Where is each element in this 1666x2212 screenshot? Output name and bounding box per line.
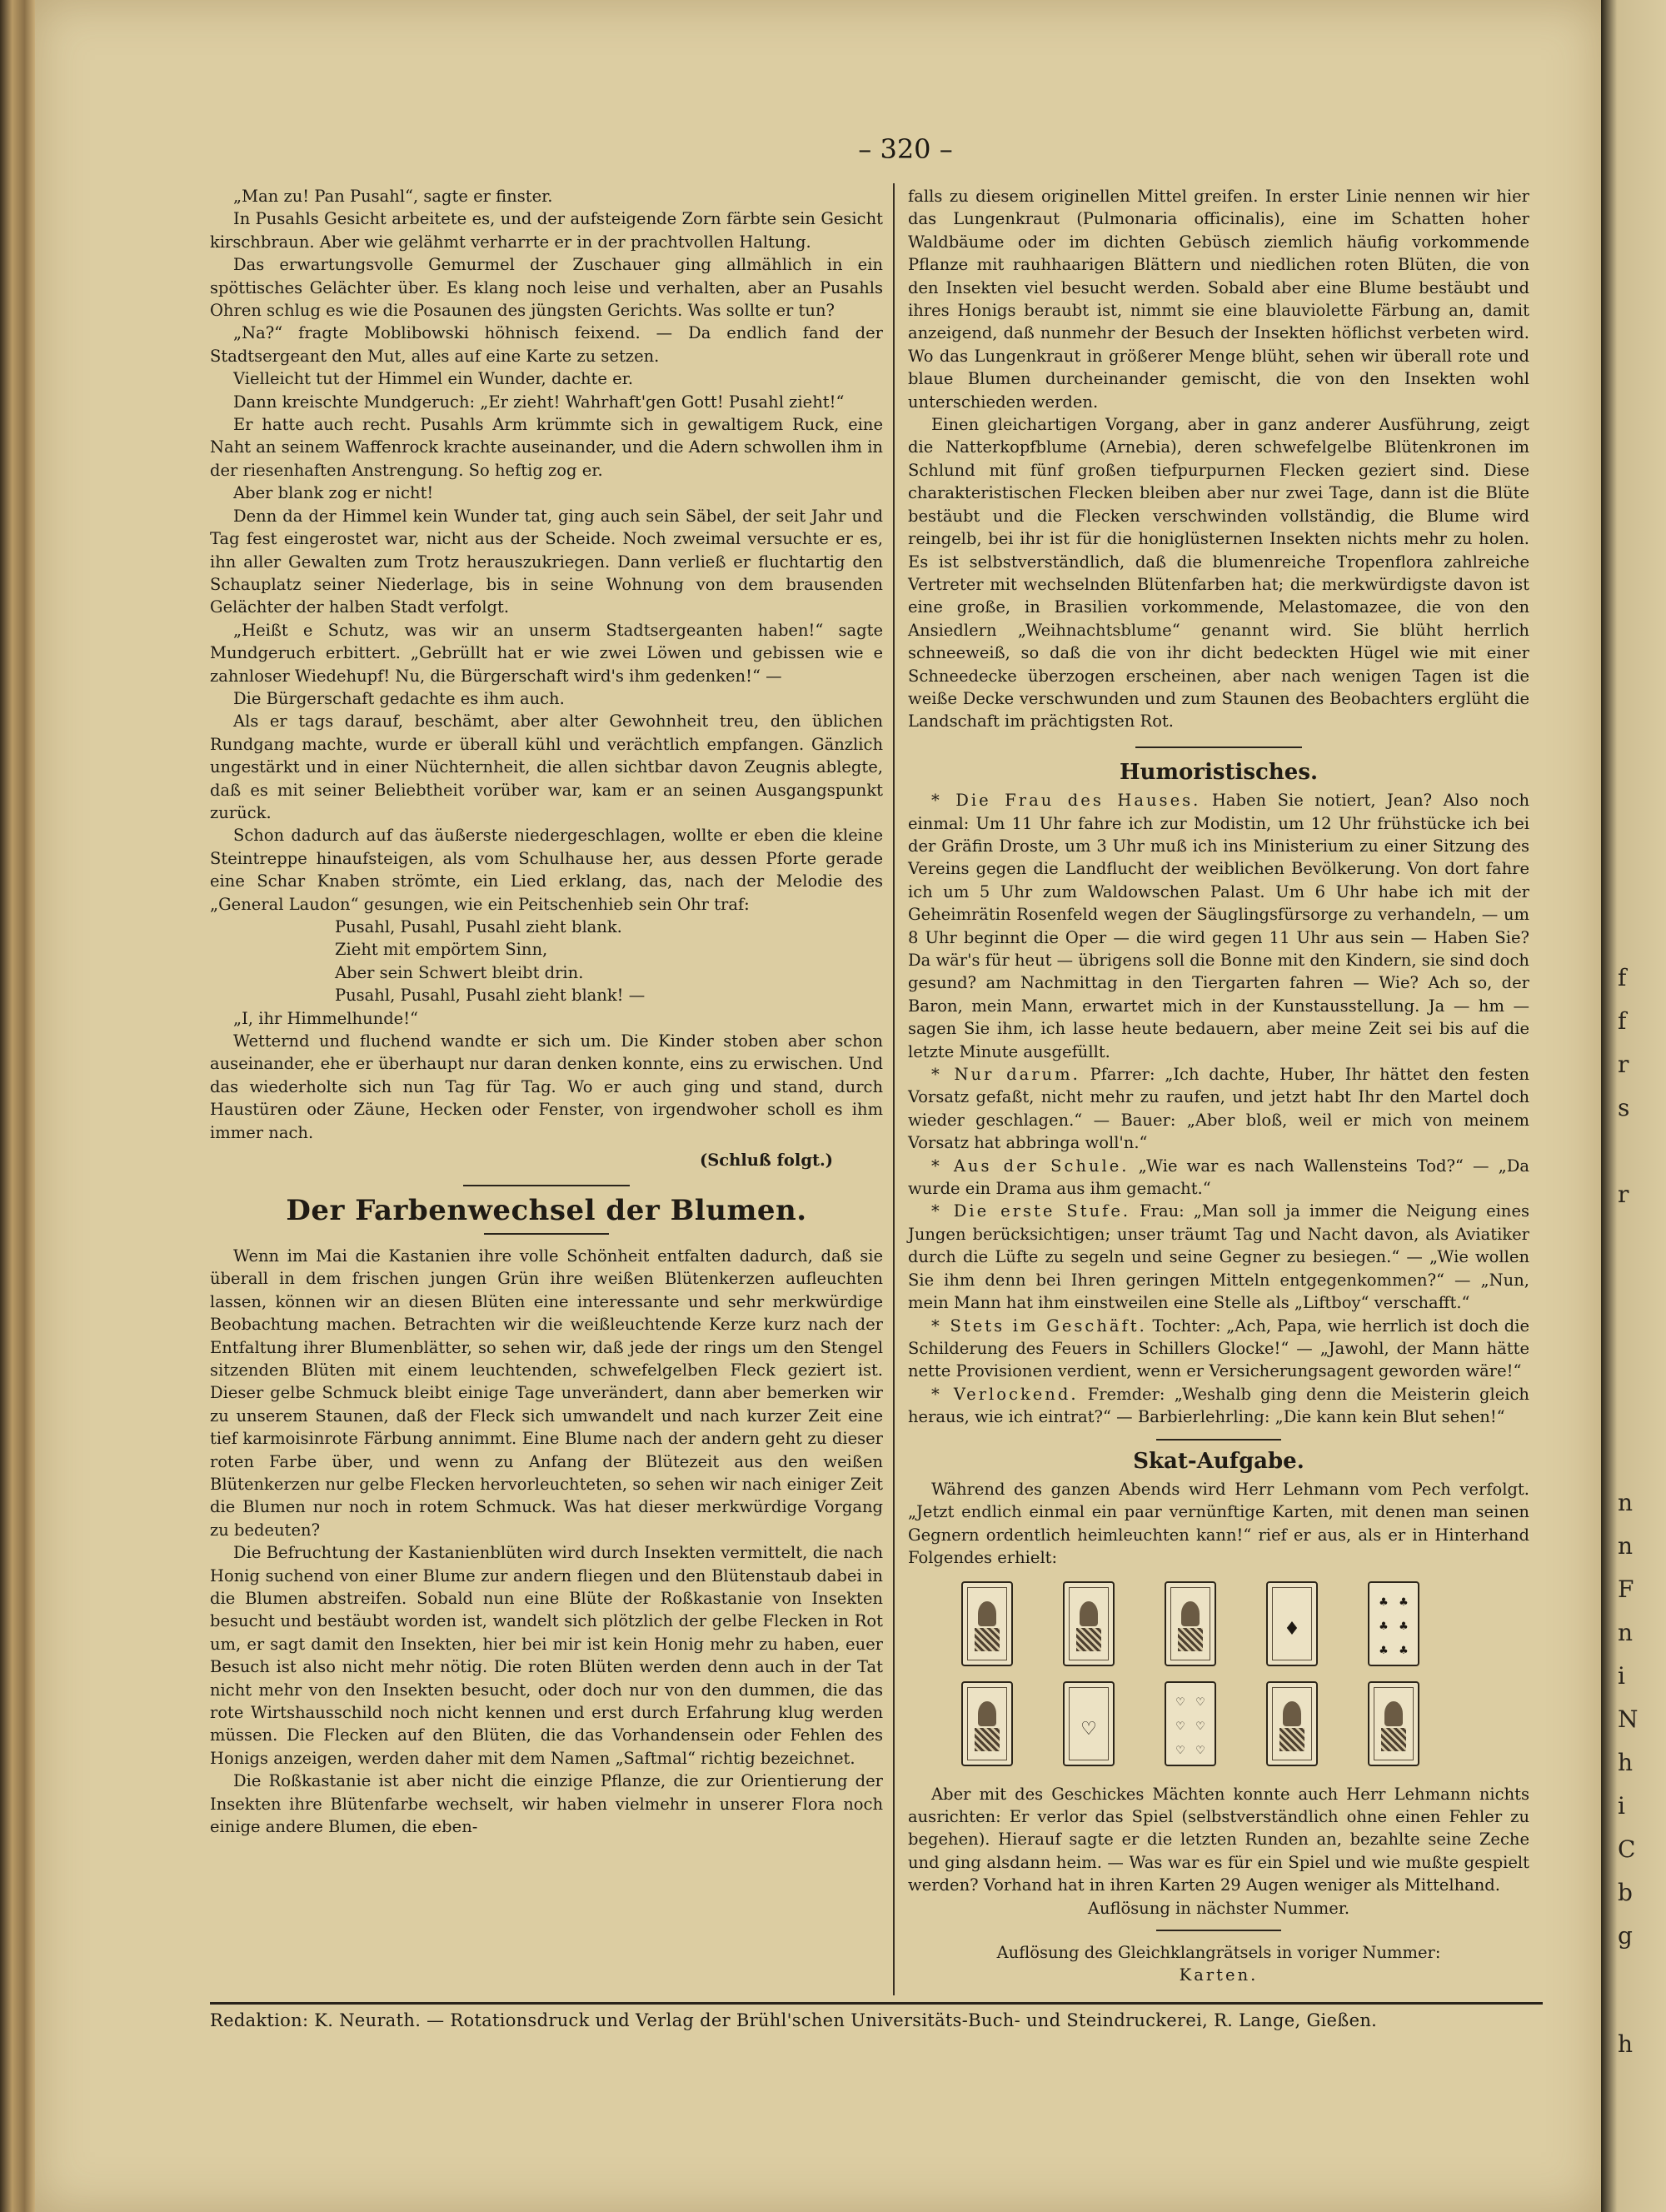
- card-zehn-icon: ♡ ♡ ♡ ♡ ♡ ♡: [1165, 1681, 1216, 1766]
- paragraph: Wetternd und fluchend wandte er sich um. Die Kinder stoben aber schon auseinander, ehe er überhaupt nur daran denken konnte, eins zu erwischen. Und das wiederholte sich nun Tag für Tag. Wo er auch ging und stand, durch Haustüren oder Zäune, Hecken oder Fenster, von irgendwoher scholl es ihm immer nach.: [210, 1031, 883, 1142]
- playing-cards-figure: [908, 1576, 1529, 1775]
- paragraph: Schon dadurch auf das äußerste niedergeschlagen, wollte er eben die kleine Steintreppe hinaufsteigen, als vom Schulhause her, aus dessen Pforte gerade eine Schar Knaben strömte, ein Lied erklang, das, nach der Melodie des „General Laudon“ gesungen, wie ein Peitschenhieb sein Ohr traf:: [210, 826, 883, 914]
- paragraph: Wenn im Mai die Kastanien ihre volle Schönheit entfalten dadurch, daß sie überall in dem frischen jungen Grün ihre weißen Blütenkerzen aufleuchten lassen, können wir an diesen Blüten eine interessante und sehr merkwürdige Beobachtung machen. Betrachten wir die weißleuchtende Kerze kurz nach der Entfaltung ihrer Blumenblätter, so sehen wir, daß jede der rings um den Stengel sitzenden Blüten mit einem leuchtenden, schwefelgelben Fleck geziert ist. Dieser gelbe Schmuck bleibt einige Tage unverändert, dann aber bemerken wir zu unserem Staunen, daß der Fleck sich umwandelt und nach kurzer Zeit eine tief karmoisinrote Färbung annimmt. Eine Blume nach der andern geht zu dieser roten Farbe über, und wenn zu Anfang der Blütezeit aus den weißen Blütenkerzen nur gelbe Flecken hervorleuchteten, so sehen wir nach einiger Zeit die Blumen nur noch in rotem Schmuck. Was hat dieser merkwürdige Vorgang zu bedeuten?: [210, 1246, 883, 1540]
- text-fragment: g: [1618, 1922, 1633, 1950]
- paragraph: Dann kreischte Mundgeruch: „Er zieht! Wahrhaft'gen Gott! Pusahl zieht!“: [233, 392, 845, 412]
- verse-line: Pusahl, Pusahl, Pusahl zieht blank.: [335, 917, 622, 936]
- paragraph: „I, ihr Himmelhunde!“: [233, 1008, 419, 1028]
- humor-item-title: * Die erste Stufe.: [931, 1201, 1131, 1221]
- text-fragment: h: [1618, 2030, 1634, 2058]
- imprint-footer: Redaktion: K. Neurath. — Rotationsdruck und Verlag der Brühl'schen Universitäts-Buch- und Steindruckerei, R. Lange, Gießen.: [210, 2002, 1543, 2030]
- card-bube-icon: [1165, 1581, 1216, 1666]
- humor-item-text: Fremder: „Weshalb ging denn die Meisterin gleich heraus, wie ich eintrat?“ — Barbierlehrling: „Die kann kein Blut sehen!“: [908, 1384, 1529, 1427]
- text-fragment: f: [1618, 964, 1627, 991]
- text-fragment: n: [1618, 1619, 1634, 1646]
- section-divider: [463, 1185, 630, 1186]
- newspaper-page: [35, 0, 1601, 2212]
- humor-item-title: * Nur darum.: [931, 1065, 1080, 1085]
- riddle-answer: Karten.: [1179, 1965, 1259, 1985]
- paragraph: Aber blank zog er nicht!: [233, 483, 434, 503]
- section-divider: [1156, 1930, 1281, 1931]
- card-bube-icon: [1063, 1581, 1115, 1666]
- left-column: [210, 185, 883, 1838]
- paragraph: „Man zu! Pan Pusahl“, sagte er finster.: [233, 187, 553, 206]
- paragraph: Denn da der Himmel kein Wunder tat, ging auch sein Säbel, der seit Jahr und Tag fest eingerostet war, nicht aus der Scheide. Noch zweimal versuchte er es, ihn aller Gewalten zum Trotz herauszukriegen. Dann verließ er fluchtartig den Schauplatz seiner Niederlage, bis in seine Wohnung von dem brausenden Gelächter der halben Stadt verfolgt.: [210, 506, 883, 617]
- paragraph: In Pusahls Gesicht arbeitete es, und der aufsteigende Zorn färbte sein Gesicht kirschbraun. Aber wie gelähmt verharrte er in der prachtvollen Haltung.: [210, 209, 883, 252]
- humor-item-title: * Die Frau des Hauses.: [931, 791, 1201, 811]
- text-fragment: r: [1618, 1051, 1629, 1078]
- verse-line: Aber sein Schwert bleibt drin.: [335, 962, 584, 982]
- humor-item: [908, 789, 1529, 1063]
- paragraph: falls zu diesem originellen Mittel greifen. In erster Linie nennen wir hier das Lungenkraut (Pulmonaria officinalis), eine im Schatten hoher Waldbäume oder im dichten Gebüsch ziemlich häufig vorkommende Pflanze mit rauhhaarigen Blättern und niedlichen roten Blüten, die von den Insekten viel besucht werden. Sobald aber eine Blume bestäubt und ihres Honigs beraubt ist, nimmt sie eine blauviolette Färbung an, damit anzeigend, daß nunmehr der Besuch der Insekten höflichst verbeten wird. Wo das Lungenkraut in größerer Menge blüht, sehen wir überall rote und blaue Blumen durcheinander gemischt, die von den Insekten wohl unterschieden werden.: [908, 187, 1529, 412]
- humor-item-text: Haben Sie notiert, Jean? Also noch einmal: Um 11 Uhr fahre ich zur Modistin, um 12 Uhr frühstücke ich bei der Gräfin Droste, um 3 Uhr muß ich ins Ministerium zu einer Sitzung des Vereins gegen die Landflucht der weiblichen Bevölkerung. Von dort fahre ich um 5 Uhr zum Waldowschen Palast. Um 6 Uhr habe ich mit der Geheimrätin Rosenfeld wegen der Säuglingsfürsorge zu verhandeln, — um 8 Uhr beginnt die Oper — die wird gegen 11 Uhr aus sein — Haben Sie? Da wär's für heut — übrigens soll die Bonne mit den Kindern, sie sind doch gesund? am Nachmittag in den Tiergarten fahren — Wie? Ach so, der Baron, mein Mann, erwartet mich in der Kunstausstellung. Ja — hm — sagen Sie ihm, ich lasse heute bedauern, aber meine Zeit sei bis auf die letzte Minute ausgefüllt.: [908, 791, 1530, 1061]
- section-title-skat: Skat-Aufgabe.: [1133, 1448, 1304, 1474]
- humor-item-title: * Stets im Geschäft.: [931, 1316, 1147, 1336]
- humor-item-text: Frau: „Man soll ja immer die Neigung eines Jungen berücksichtigen; unser träumt Tag und Nacht davon, als Aviatiker durch die Lüfte zu segeln und seine Gegner zu besiegen.“ — „Wie wollen Sie ihm denn bei Ihren geringen Mitteln entgegenkommen?“ — „Nun, mein Mann hat ihm einstweilen eine Stelle als „Liftboy“ verschafft.“: [908, 1201, 1530, 1313]
- text-fragment: n: [1618, 1489, 1634, 1516]
- verse-line: Zieht mit empörtem Sinn,: [335, 940, 548, 960]
- card-as-icon: ♦: [1266, 1581, 1318, 1666]
- text-fragment: F: [1618, 1575, 1634, 1603]
- right-column: [908, 185, 1529, 1987]
- paragraph: Als er tags darauf, beschämt, aber alter Gewohnheit treu, den üblichen Rundgang machte, wurde er überall kühl und verächtlich empfangen. Gänzlich ungestärkt und in einer Nüchternheit, die allen sichtbar davon Zeugnis ablegte, daß es mit seiner Beliebtheit vorüber war, kam er an seinen Ausgangspunkt zurück.: [210, 712, 883, 822]
- paragraph: „Heißt e Schutz, was wir an unserm Stadtsergeanten haben!“ sagte Mundgeruch erbittert. „Gebrüllt hat er wie zwei Löwen und gebissen wie e zahnloser Wiedehupf! Nu, die Bürgerschaft wird's ihm gedenken!“ —: [210, 620, 883, 686]
- text-fragment: r: [1618, 1181, 1629, 1208]
- paragraph: Er hatte auch recht. Pusahls Arm krümmte sich in gewaltigem Ruck, eine Naht an seinem Waffenrock krachte auseinander, und die Adern schwollen ihm in der riesenhaften Anstrengung. So heftig zog er.: [210, 415, 883, 480]
- humor-item-title: * Aus der Schule.: [931, 1156, 1130, 1176]
- paragraph: Einen gleichartigen Vorgang, aber in ganz anderer Ausführung, zeigt die Natterkopfblume (Arnebia), deren schwefelgelbe Blütenkronen im Schlund mit fünf großen tiefpurpurnen Flecken geziert sind. Diese charakteristischen Flecken bleiben aber nur zwei Tage, dann ist die Blüte bestäubt und die Flecken verschwinden vollständig, die Blume wird reingelb, bei ihr ist für die honiglüsternen Insekten nichts mehr zu holen. Es ist selbstverständlich, daß die blumenreiche Tropenflora zahlreiche Vertreter mit wechselnden Blütenfarben hat; die merkwürdigste davon ist eine große, in Brasilien vorkommende, Melastomazee, die von den Ansiedlern „Weihnachtsblume“ genannt wird. Sie blüht herrlich schneeweiß, so daß die von ihr dicht bedeckten Hügel wie mit einer Schneedecke überzogen erscheinen, aber nach wenigen Tagen ist die weiße Decke verschwunden und zum Staunen des Beobachters erglüht die Landschaft im prächtigsten Rot.: [908, 415, 1529, 732]
- text-fragment: s: [1618, 1094, 1630, 1121]
- text-fragment: h: [1618, 1749, 1634, 1776]
- text-fragment: i: [1618, 1792, 1625, 1820]
- humor-item-title: * Verlockend.: [931, 1384, 1079, 1404]
- card-as-icon: ♡: [1063, 1681, 1115, 1766]
- adjacent-page-edge: [1601, 0, 1666, 2212]
- paragraph: Vielleicht tut der Himmel ein Wunder, dachte er.: [233, 369, 634, 389]
- section-divider: [1135, 746, 1302, 748]
- solution-note: Auflösung in nächster Nummer.: [1087, 1898, 1350, 1918]
- verse-line: Pusahl, Pusahl, Pusahl zieht blank! —: [335, 986, 646, 1006]
- text-fragment: n: [1618, 1532, 1634, 1560]
- book-binding-edge: [0, 0, 35, 2212]
- riddle-answer-label: Auflösung des Gleichklangrätsels in voriger Nummer:: [996, 1943, 1441, 1962]
- text-fragment: f: [1618, 1007, 1627, 1035]
- column-divider: [893, 183, 895, 1995]
- continued-note: (Schluß folgt.): [699, 1151, 833, 1171]
- paragraph: „Na?“ fragte Moblibowski höhnisch feixend. — Da endlich fand der Stadtsergeant den Mut, alles auf eine Karte zu setzen.: [210, 323, 883, 366]
- card-sieben-icon: ♣ ♣ ♣ ♣ ♣ ♣: [1368, 1581, 1419, 1666]
- card-bube-icon: [961, 1581, 1013, 1666]
- humor-item: [908, 1063, 1529, 1155]
- humor-item: [908, 1200, 1529, 1314]
- paragraph: Aber mit des Geschickes Mächten konnte auch Herr Lehmann nichts ausrichten: Er verlor das Spiel (selbstverständlich ohne einen Fehler zu begehen). Hierauf sagte er die letzten Runden an, bezahlte seine Zeche und ging alsdann heim. — Was war es für ein Spiel und wie mußte gespielt werden? Vorhand hat in ihren Karten 29 Augen weniger als Mittelhand.: [908, 1784, 1529, 1895]
- text-fragment: b: [1618, 1879, 1633, 1906]
- card-koenig-icon: [1266, 1681, 1318, 1766]
- song-verse: [210, 916, 883, 1007]
- text-fragment: C: [1618, 1835, 1636, 1863]
- section-divider: [484, 1233, 609, 1235]
- text-fragment: i: [1618, 1662, 1625, 1690]
- section-title-humor: Humoristisches.: [1119, 759, 1319, 785]
- paragraph: Die Befruchtung der Kastanienblüten wird durch Insekten vermittelt, die nach Honig suchend von einer Blume zur andern fliegen und den Blütenstaub dabei in die Blumen abstreifen. Sobald nun eine Blüte der Roßkastanie von Insekten besucht und bestäubt worden ist, wandelt sich plötzlich der gelbe Flecken in Rot um, er sagt damit den Insekten, hier bei mir ist kein Honig mehr zu haben, euer Besuch ist also nicht mehr nötig. Die roten Blüten werden denn auch in der Tat nicht mehr von den Insekten besucht, oder doch nur von den dummen, die das rote Wirtshausschild noch nicht kennen und erst durch Erfahrung klug werden müssen. Die Flecken auf den Blüten, die das Vorhandensein oder Fehlen des Honigs anzeigen, werden daher mit dem Namen „Saftmal“ richtig bezeichnet.: [210, 1543, 883, 1768]
- humor-item: [908, 1383, 1529, 1429]
- humor-item: [908, 1155, 1529, 1201]
- paragraph: Während des ganzen Abends wird Herr Lehmann vom Pech verfolgt. „Jetzt endlich einmal ein paar vernünftige Karten, mit denen man seinen Gegnern ordentlich heimleuchten kann!“ rief er aus, als er in Hinterhand Folgendes erhielt:: [908, 1479, 1529, 1568]
- card-koenig-icon: [1368, 1681, 1419, 1766]
- section-divider: [1156, 1439, 1281, 1441]
- paragraph: Die Roßkastanie ist aber nicht die einzige Pflanze, die zur Orientierung der Insekten ihre Blütenfarbe wechselt, wir haben vielmehr in unserer Flora noch einige andere Blumen, die eben-: [210, 1771, 883, 1837]
- humor-item-text: Pfarrer: „Ich dachte, Huber, Ihr hättet den festen Vorsatz gefaßt, nicht mehr zu raufen, und jetzt habt Ihr den Martel doch wieder geschlagen.“ — Bauer: „Aber bloß, weil er mich von meinem Vorsatz hat abbringa woll'n.“: [908, 1065, 1529, 1153]
- paragraph: Das erwartungsvolle Gemurmel der Zuschauer ging allmählich in ein spöttisches Gelächter über. Es klang noch leise und verhalten, aber an Pusahls Ohren schlug es wie die Posaunen des jüngsten Gerichts. Was sollte er tun?: [210, 255, 883, 321]
- humor-item: [908, 1315, 1529, 1383]
- card-bube-icon: [961, 1681, 1013, 1766]
- humor-item-text: Tochter: „Ach, Papa, wie herrlich ist doch die Schilderung des Feuers in Schillers Glocke!“ — „Jawohl, der Mann hätte nette Provisionen verdient, wenn er Versicherungsagent geworden wäre!“: [908, 1316, 1529, 1381]
- page-number: – 320 –: [858, 133, 953, 165]
- article-title: Der Farbenwechsel der Blumen.: [286, 1194, 807, 1228]
- paragraph: Die Bürgerschaft gedachte es ihm auch.: [233, 688, 565, 708]
- text-fragment: N: [1618, 1705, 1639, 1733]
- humor-item-text: „Wie war es nach Wallensteins Tod?“ — „Da wurde ein Drama aus ihm gemacht.“: [908, 1156, 1529, 1199]
